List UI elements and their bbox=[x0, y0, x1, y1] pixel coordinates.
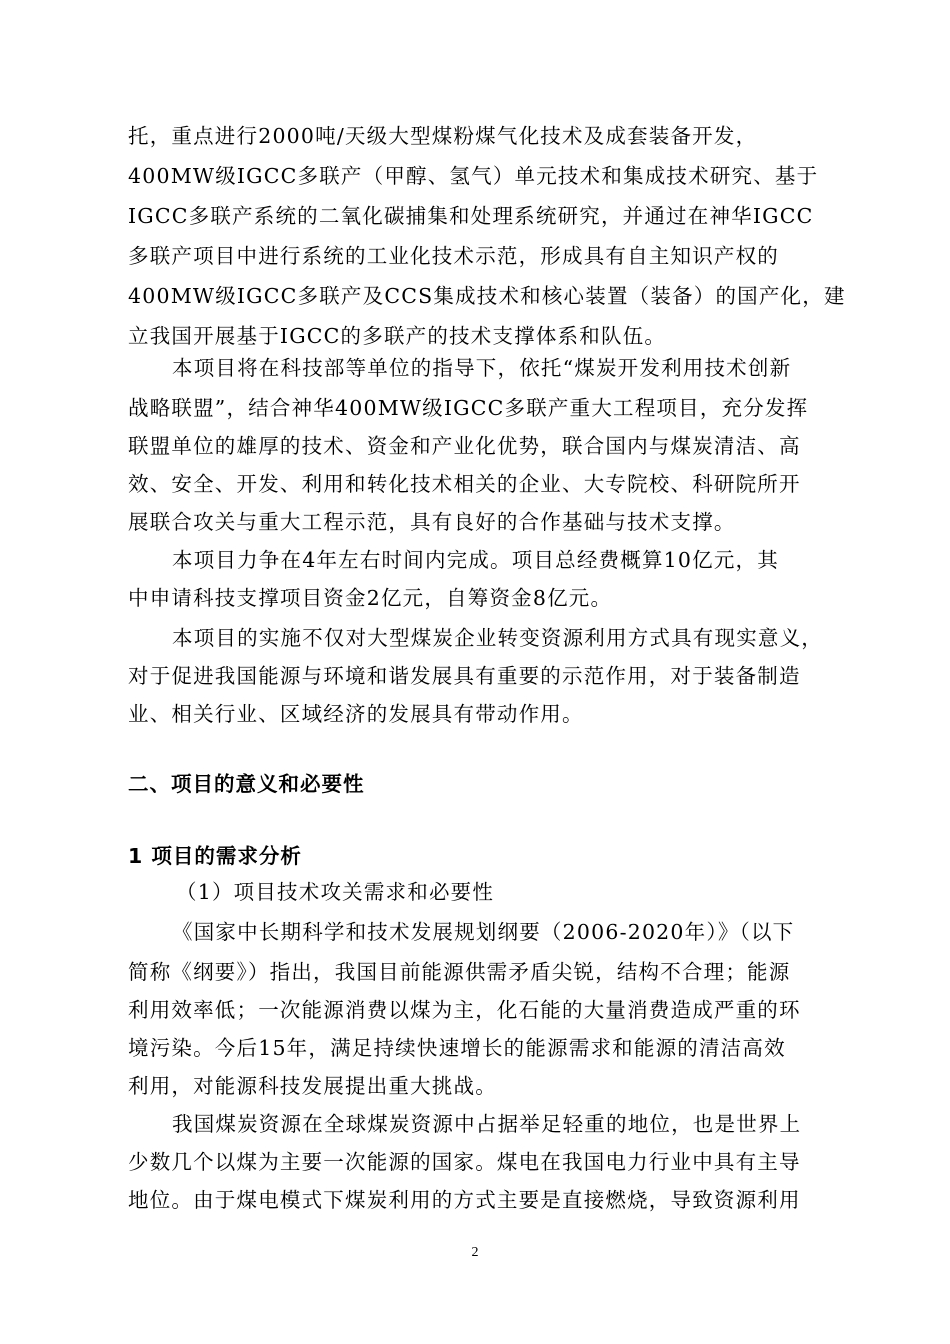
paragraph-line: 《国家中长期科学和技术发展规划纲要（2006-2020年）》（以下 bbox=[172, 920, 795, 944]
paragraph-line: IGCC多联产系统的二氧化碳捕集和处理系统研究，并通过在神华IGCC bbox=[128, 204, 814, 228]
paragraph-line: 境污染。今后15年，满足持续快速增长的能源需求和能源的清洁高效 bbox=[128, 1036, 786, 1060]
paragraph-line: 对于促进我国能源与环境和谐发展具有重要的示范作用，对于装备制造 bbox=[128, 664, 801, 688]
page-number: 2 bbox=[471, 1245, 479, 1260]
paragraph-line: 本项目将在科技部等单位的指导下，依托“煤炭开发利用技术创新 bbox=[172, 356, 792, 380]
sub-item-heading: （1）项目技术攻关需求和必要性 bbox=[176, 880, 495, 904]
paragraph-line: 托，重点进行2000吨/天级大型煤粉煤气化技术及成套装备开发， bbox=[128, 124, 758, 148]
paragraph-line: 400MW级IGCC多联产（甲醇、氢气）单元技术和集成技术研究、基于 bbox=[128, 164, 819, 188]
paragraph-line: 本项目力争在4年左右时间内完成。项目总经费概算10亿元，其 bbox=[172, 548, 779, 572]
paragraph-line: 联盟单位的雄厚的技术、资金和产业化优势，联合国内与煤炭清洁、高 bbox=[128, 434, 801, 458]
paragraph-line: 效、安全、开发、利用和转化技术相关的企业、大专院校、科研院所开 bbox=[128, 472, 801, 496]
paragraph-line: 利用效率低；一次能源消费以煤为主，化石能的大量消费造成严重的环 bbox=[128, 998, 801, 1022]
paragraph-line: 400MW级IGCC多联产及CCS集成技术和核心装置（装备）的国产化，建 bbox=[128, 284, 846, 308]
paragraph-line: 少数几个以煤为主要一次能源的国家。煤电在我国电力行业中具有主导 bbox=[128, 1150, 801, 1174]
section-heading: 二、项目的意义和必要性 bbox=[128, 772, 365, 796]
paragraph-line: 我国煤炭资源在全球煤炭资源中占据举足轻重的地位，也是世界上 bbox=[172, 1112, 802, 1136]
paragraph-line: 业、相关行业、区域经济的发展具有带动作用。 bbox=[128, 702, 584, 726]
paragraph-line: 中申请科技支撑项目资金2亿元，自筹资金8亿元。 bbox=[128, 586, 613, 610]
paragraph-line: 地位。由于煤电模式下煤炭利用的方式主要是直接燃烧，导致资源利用 bbox=[128, 1188, 801, 1212]
paragraph-line: 多联产项目中进行系统的工业化技术示范，形成具有自主知识产权的 bbox=[128, 244, 779, 268]
paragraph-line: 战略联盟”，结合神华400MW级IGCC多联产重大工程项目，充分发挥 bbox=[128, 396, 809, 420]
paragraph-line: 展联合攻关与重大工程示范，具有良好的合作基础与技术支撑。 bbox=[128, 510, 736, 534]
paragraph-line: 简称《纲要》）指出，我国目前能源供需矛盾尖锐，结构不合理；能源 bbox=[128, 960, 791, 984]
subsection-heading: 1 项目的需求分析 bbox=[128, 844, 302, 868]
paragraph-line: 立我国开展基于IGCC的多联产的技术支撑体系和队伍。 bbox=[128, 324, 667, 348]
paragraph-line: 利用，对能源科技发展提出重大挑战。 bbox=[128, 1074, 497, 1098]
paragraph-line: 本项目的实施不仅对大型煤炭企业转变资源利用方式具有现实意义， bbox=[172, 626, 823, 650]
